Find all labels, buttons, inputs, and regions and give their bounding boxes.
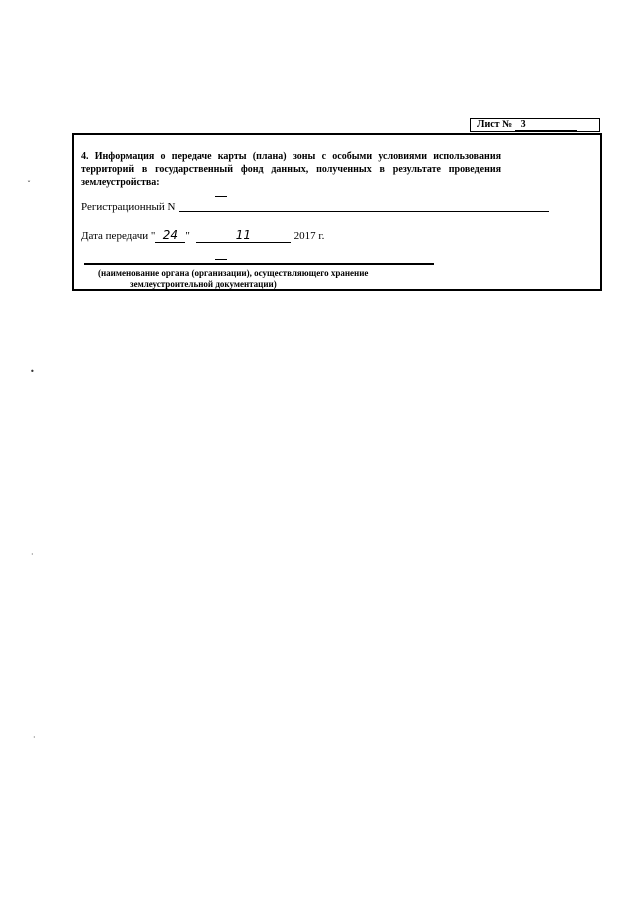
organization-caption: (наименование органа (организации), осуществляющего хранение землеустроительной документации) xyxy=(98,268,369,289)
transfer-date-row: Дата передачи " 24 " 11 2017 г. xyxy=(81,228,325,242)
section-heading: 4. Информация о передаче карты (плана) зоны с особыми условиями использования территорий в государственный фонд данных, полученных в результате проведения землеустройства: xyxy=(81,151,501,188)
sheet-number: 3 xyxy=(515,120,577,131)
scan-speck: · xyxy=(33,733,36,742)
date-month: 11 xyxy=(196,228,291,243)
date-label: Дата передачи xyxy=(81,230,149,242)
sheet-number-box xyxy=(470,118,600,132)
organization-value xyxy=(215,259,227,260)
scan-speck: · xyxy=(31,550,34,559)
registration-value xyxy=(215,196,227,197)
sheet-label: Лист № xyxy=(477,119,513,130)
organization-line xyxy=(84,263,434,265)
registration-label: Регистрационный N xyxy=(81,201,176,213)
date-year: 2017 г. xyxy=(293,230,325,242)
hole-punch-mark: ˇ xyxy=(27,180,31,189)
scan-speck: • xyxy=(30,367,35,376)
date-day: 24 xyxy=(155,228,185,243)
registration-row xyxy=(81,200,175,214)
registration-line xyxy=(179,211,549,212)
transfer-info-section xyxy=(72,133,602,291)
